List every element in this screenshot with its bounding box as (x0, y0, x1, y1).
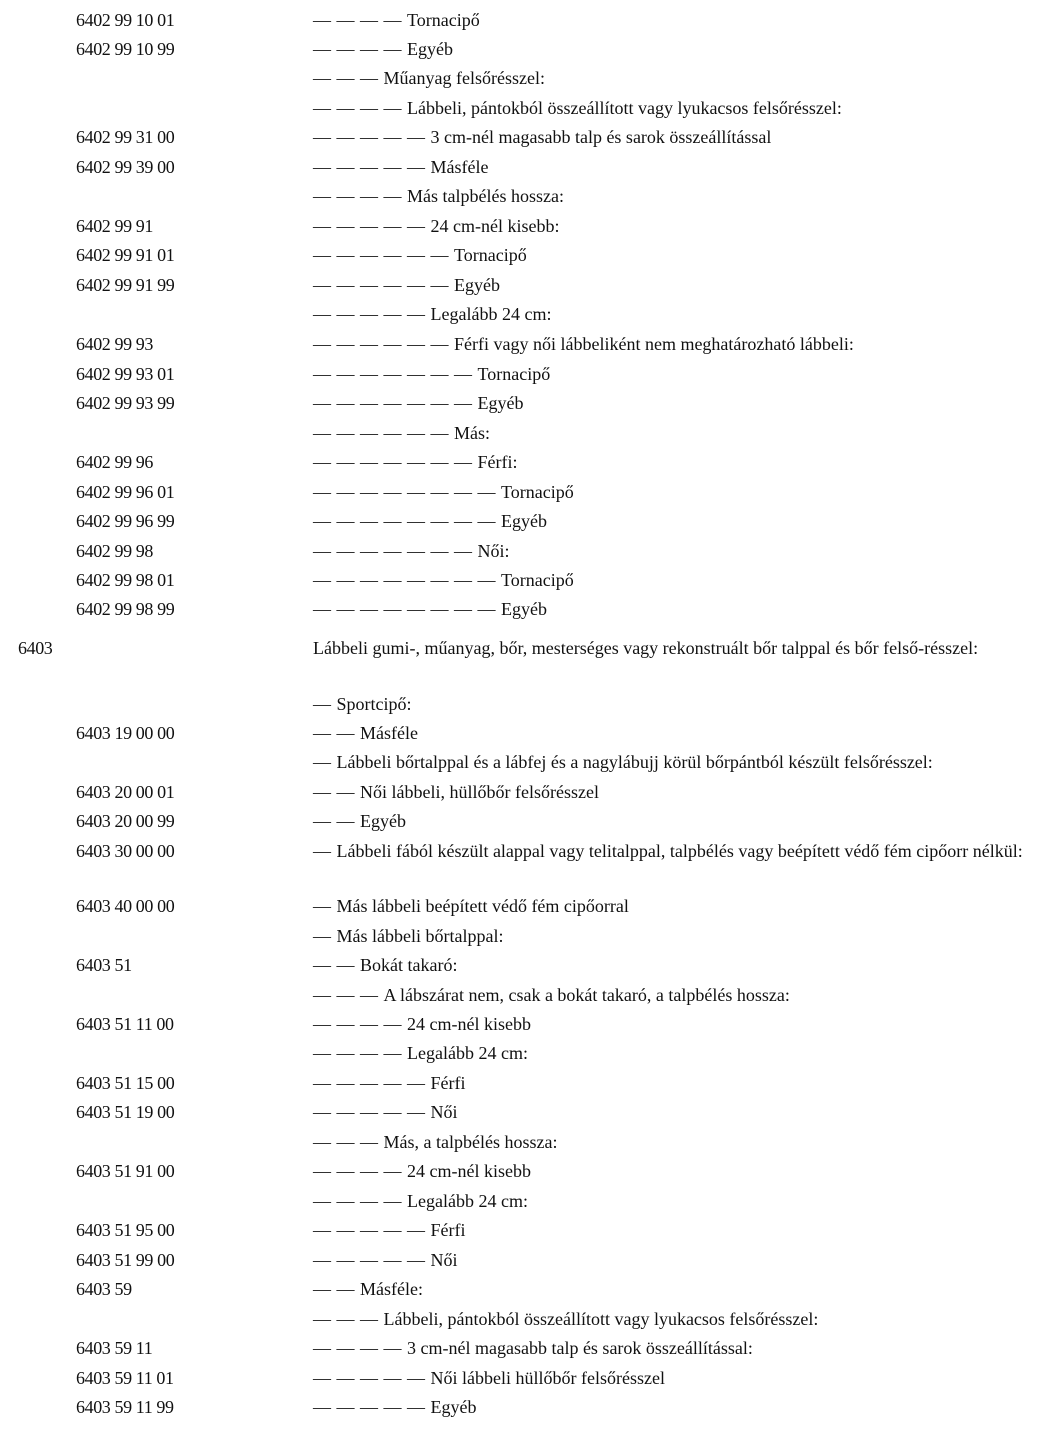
indent-dashes: — — — — — (313, 1220, 431, 1240)
tariff-code: 6402 99 10 01 (76, 10, 175, 30)
description-text: Egyéb (501, 599, 547, 619)
tariff-description (313, 1307, 818, 1331)
indent-dashes: — — (313, 723, 360, 743)
tariff-code: 6403 51 15 00 (76, 1073, 175, 1093)
description-text: Tornacipő (477, 364, 551, 384)
description-text: Tornacipő (454, 245, 527, 265)
indent-dashes: — — — — — (313, 1397, 431, 1417)
indent-dashes: — — — — — (313, 216, 431, 236)
description-text: Lábbeli gumi-, műanyag, bőr, mesterséges vagy rekonstruált bőr talppal és bőr felső-résszel: (313, 638, 979, 658)
description-text: Férfi vagy női lábbeliként nem meghatározható lábbeli: (454, 334, 854, 354)
indent-dashes: — — — — — (313, 157, 431, 177)
tariff-code: 6403 51 99 00 (76, 1250, 175, 1270)
tariff-code: 6403 51 95 00 (76, 1220, 175, 1240)
indent-dashes: — — — — — — — — (313, 599, 501, 619)
tariff-description (313, 1189, 528, 1213)
indent-dashes: — — — — (313, 98, 407, 118)
tariff-code: 6402 99 98 01 (76, 570, 175, 590)
tariff-code: 6402 99 91 01 (76, 245, 175, 265)
description-text: Lábbeli, pántokból összeállított vagy lyukacsos felsőrésszel: (407, 98, 842, 118)
tariff-description (313, 1248, 458, 1272)
indent-dashes: — — — — (313, 186, 407, 206)
indent-dashes: — — — — (313, 1338, 407, 1358)
tariff-description (313, 243, 527, 267)
tariff-description (313, 839, 1029, 863)
tariff-description (313, 362, 550, 386)
tariff-description (313, 302, 551, 326)
description-text: Egyéb (407, 39, 453, 59)
description-text: Tornacipő (501, 482, 574, 502)
indent-dashes: — — — (313, 1132, 384, 1152)
indent-dashes: — (313, 752, 337, 772)
description-text: Más: (454, 423, 490, 443)
description-text: Férfi (430, 1220, 466, 1240)
tariff-code: 6402 99 91 (76, 216, 154, 236)
description-text: A lábszárat nem, csak a bokát takaró, a talpbélés hossza: (383, 985, 790, 1005)
indent-dashes: — — — — — — (313, 334, 454, 354)
tariff-description (313, 1366, 665, 1390)
indent-dashes: — — — (313, 985, 384, 1005)
indent-dashes: — — — — — (313, 127, 431, 147)
tariff-description (313, 750, 933, 774)
tariff-code: 6402 99 96 99 (76, 511, 175, 531)
indent-dashes: — — — — — (313, 1368, 431, 1388)
tariff-description (313, 273, 500, 297)
description-text: Egyéb (501, 511, 547, 531)
indent-dashes: — — — (313, 1309, 384, 1329)
tariff-code: 6402 99 93 01 (76, 364, 175, 384)
tariff-description (313, 597, 547, 621)
description-text: Más lábbeli beépített védő fém cipőorral (336, 896, 629, 916)
tariff-code: 6403 19 00 00 (76, 723, 175, 743)
tariff-description (313, 1041, 528, 1065)
indent-dashes: — — (313, 782, 360, 802)
description-text: 24 cm-nél kisebb: (430, 216, 560, 236)
tariff-description (313, 421, 490, 445)
description-text: Egyéb (454, 275, 500, 295)
indent-dashes: — — — — (313, 1191, 407, 1211)
description-text: Férfi: (477, 452, 518, 472)
indent-dashes: — — (313, 955, 360, 975)
indent-dashes: — — — — — (313, 1250, 431, 1270)
description-text: Legalább 24 cm: (407, 1043, 528, 1063)
tariff-code: 6403 51 19 00 (76, 1102, 175, 1122)
tariff-description (313, 1218, 466, 1242)
tariff-description (313, 8, 480, 32)
description-text: Egyéb (430, 1397, 477, 1417)
description-text: 24 cm-nél kisebb (407, 1014, 531, 1034)
description-text: Másféle: (360, 1279, 423, 1299)
tariff-description (313, 155, 488, 179)
indent-dashes: — — — — — — (313, 245, 454, 265)
indent-dashes: — (313, 841, 337, 861)
tariff-description (313, 721, 418, 745)
description-text: 3 cm-nél magasabb talp és sarok összeállítással: (407, 1338, 753, 1358)
description-text: Tornacipő (501, 570, 574, 590)
description-text: Más, a talpbélés hossza: (383, 1132, 558, 1152)
indent-dashes: — — — — — — — (313, 364, 478, 384)
tariff-code: 6403 20 00 99 (76, 811, 175, 831)
description-text: Férfi (430, 1073, 466, 1093)
tariff-code: 6403 59 11 (76, 1338, 153, 1358)
description-text: Másféle (360, 723, 418, 743)
tariff-code: 6402 99 10 99 (76, 39, 175, 59)
tariff-code: 6402 99 93 (76, 334, 154, 354)
indent-dashes: — — — — (313, 39, 407, 59)
tariff-code: 6403 59 11 99 (76, 1397, 174, 1417)
tariff-code: 6403 59 (76, 1279, 132, 1299)
tariff-description (313, 809, 406, 833)
indent-dashes: — — — — — (313, 1073, 431, 1093)
tariff-code: 6403 59 11 01 (76, 1368, 174, 1388)
tariff-description (313, 1395, 476, 1419)
tariff-description (313, 37, 453, 61)
indent-dashes: — — — — (313, 10, 407, 30)
tariff-description (313, 96, 842, 120)
description-text: Lábbeli, pántokból összeállított vagy lyukacsos felsőrésszel: (383, 1309, 819, 1329)
tariff-description (313, 692, 412, 716)
description-text: 3 cm-nél magasabb talp és sarok összeállítással (430, 127, 772, 147)
tariff-description (313, 539, 510, 563)
description-text: Tornacipő (407, 10, 480, 30)
tariff-code: 6402 99 91 99 (76, 275, 175, 295)
description-text: Női (430, 1250, 458, 1270)
tariff-description (313, 1100, 458, 1124)
indent-dashes: — (313, 926, 337, 946)
tariff-description (313, 125, 771, 149)
description-text: Más lábbeli bőrtalppal: (336, 926, 504, 946)
tariff-description (313, 894, 629, 918)
description-text: Női lábbeli hüllőbőr felsőrésszel (430, 1368, 665, 1388)
tariff-description (313, 509, 547, 533)
description-text: Női lábbeli, hüllőbőr felsőrésszel (360, 782, 599, 802)
indent-dashes: — — — — — — (313, 423, 454, 443)
description-text: Legalább 24 cm: (407, 1191, 528, 1211)
tariff-code: 6403 40 00 00 (76, 896, 175, 916)
description-text: Bokát takaró: (360, 955, 458, 975)
description-text: Női: (477, 541, 510, 561)
tariff-description (313, 953, 457, 977)
tariff-description (313, 1336, 753, 1360)
indent-dashes: — — — — — — — (313, 541, 478, 561)
tariff-description (313, 983, 790, 1007)
tariff-description (313, 636, 1029, 660)
description-text: Női (430, 1102, 458, 1122)
indent-dashes: — (313, 896, 337, 916)
indent-dashes: — — — — — — (313, 275, 454, 295)
tariff-code: 6402 99 31 00 (76, 127, 175, 147)
tariff-description (313, 568, 574, 592)
indent-dashes: — — (313, 1279, 360, 1299)
tariff-code: 6403 51 (76, 955, 132, 975)
description-text: Másféle (430, 157, 489, 177)
tariff-description (313, 1130, 557, 1154)
tariff-description (313, 1277, 423, 1301)
description-text: Műanyag felsőrésszel: (383, 68, 545, 88)
tariff-code: 6402 99 93 99 (76, 393, 175, 413)
description-text: Egyéb (360, 811, 406, 831)
tariff-description (313, 214, 559, 238)
description-text: Lábbeli fából készült alappal vagy telitalppal, talpbélés vagy beépített védő fém cipőorr nélkül: (336, 841, 1023, 861)
tariff-description (313, 66, 545, 90)
indent-dashes: — — — — — — — (313, 393, 478, 413)
tariff-description (313, 1159, 531, 1183)
description-text: 24 cm-nél kisebb (407, 1161, 531, 1181)
indent-dashes: — (313, 694, 337, 714)
indent-dashes: — — — — — — — — (313, 570, 501, 590)
description-text: Egyéb (477, 393, 524, 413)
indent-dashes: — — — — (313, 1043, 407, 1063)
indent-dashes: — — (313, 811, 360, 831)
tariff-code: 6402 99 96 (76, 452, 154, 472)
tariff-description (313, 1071, 466, 1095)
tariff-code: 6403 30 00 00 (76, 841, 175, 861)
indent-dashes: — — — — (313, 1161, 407, 1181)
description-text: Más talpbélés hossza: (407, 186, 564, 206)
tariff-code: 6402 99 98 (76, 541, 154, 561)
indent-dashes: — — — — — — — — (313, 482, 501, 502)
indent-dashes: — — — — — — — — (313, 511, 501, 531)
tariff-description (313, 924, 503, 948)
description-text: Lábbeli bőrtalppal és a lábfej és a nagylábujj körül bőrpántból készült felsőrésszel: (336, 752, 933, 772)
indent-dashes: — — — — — (313, 304, 431, 324)
tariff-code: 6402 99 96 01 (76, 482, 175, 502)
tariff-description (313, 1012, 531, 1036)
indent-dashes: — — — (313, 68, 384, 88)
description-text: Legalább 24 cm: (430, 304, 552, 324)
tariff-code: 6402 99 98 99 (76, 599, 175, 619)
tariff-code: 6403 (18, 638, 53, 658)
tariff-code: 6403 51 91 00 (76, 1161, 175, 1181)
tariff-description (313, 480, 574, 504)
tariff-description (313, 332, 854, 356)
tariff-code: 6402 99 39 00 (76, 157, 175, 177)
tariff-description (313, 780, 599, 804)
tariff-code: 6403 20 00 01 (76, 782, 175, 802)
tariff-description (313, 391, 523, 415)
indent-dashes: — — — — — (313, 1102, 431, 1122)
tariff-description (313, 450, 518, 474)
indent-dashes: — — — — (313, 1014, 407, 1034)
tariff-code: 6403 51 11 00 (76, 1014, 174, 1034)
indent-dashes: — — — — — — — (313, 452, 478, 472)
description-text: Sportcipő: (336, 694, 412, 714)
tariff-description (313, 184, 564, 208)
